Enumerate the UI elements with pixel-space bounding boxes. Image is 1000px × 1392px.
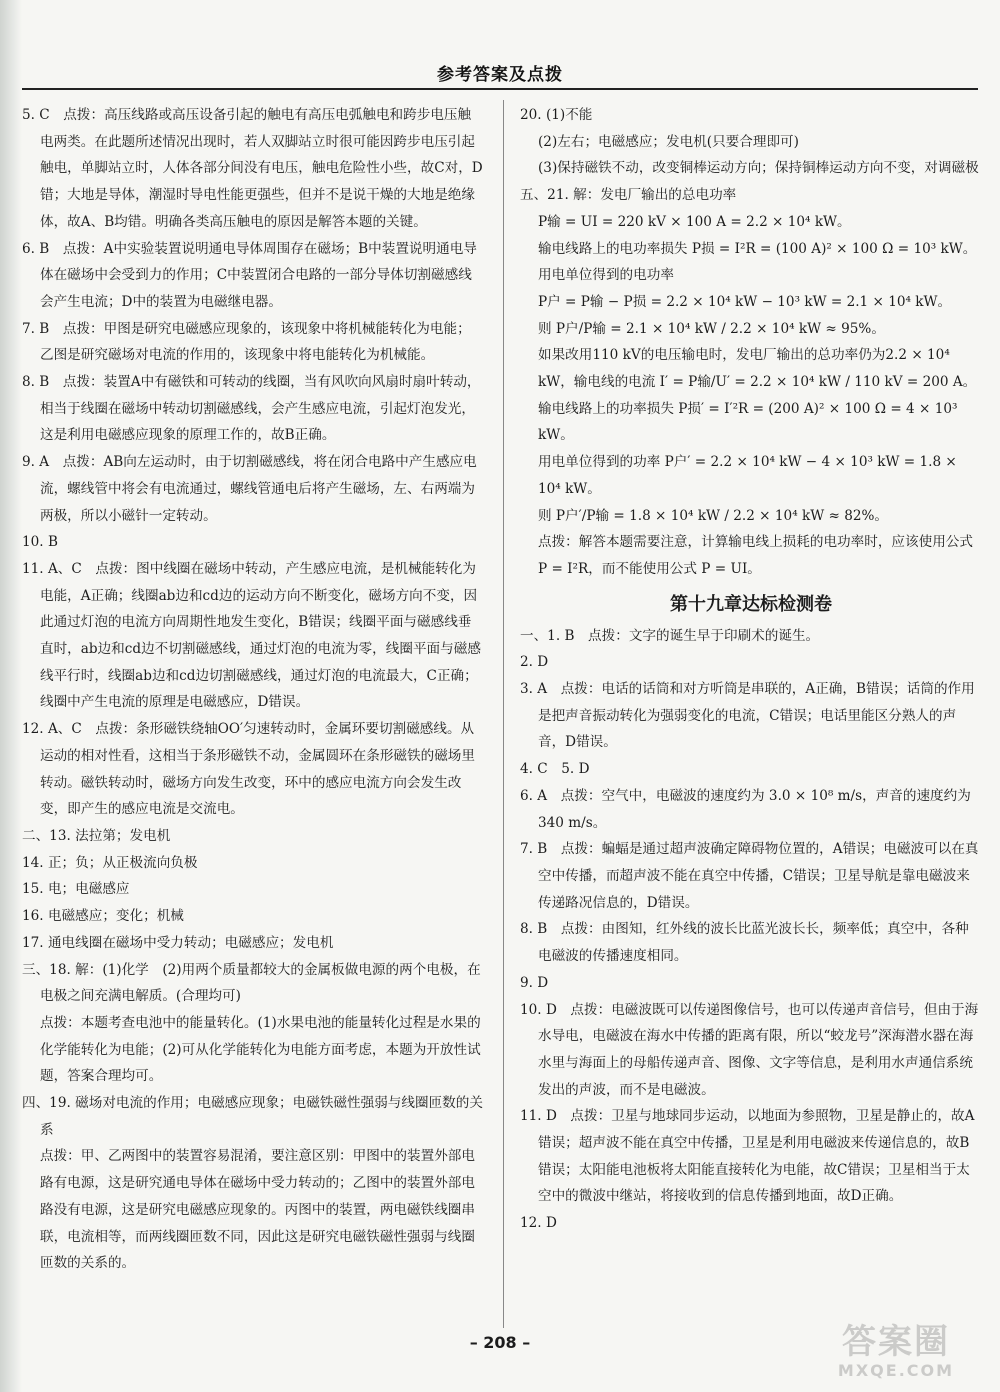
answer-hint: 点拨：甲、乙两图中的装置容易混淆，要注意区别：甲图中的装置外部电路有电源，这是研究通电导体在磁场中受力转动的；乙图中的装置外部电路没有电源，这是研究电磁感应现象的。丙图中的装置，两电磁铁线圈串联，电流相等，而两线圈匝数不同，因此这是研究电磁铁磁性强弱与线圈匝数的关系的。 [40,1148,475,1272]
watermark-url: MXQE.COM [837,1361,955,1380]
answer-item: 7. B 点拨：蝙蝠是通过超声波确定障碍物位置的，A错误；电磁波可以在真空中传播，而超声波不能在真空中传播，C错误；卫星导航是靠电磁波来传递路况信息的，D错误。 [520,841,979,911]
answer-item: 3. A 点拨：电话的话筒和对方听筒是串联的，A正确，B错误；话筒的作用是把声音振动转化为强弱变化的电流，C错误；电话里能区分熟人的声音，D错误。 [520,681,975,751]
answer-item: 20. (1)不能 [520,107,593,123]
watermark-logo [812,1322,980,1384]
answer-item: 7. B 点拨：甲图是研究电磁感应现象的，该现象中将机械能转化为电能；乙图是研究磁场对电流的作用的，该现象中将电能转化为机械能。 [22,320,471,364]
answer-item: 15. 电；电磁感应 [22,881,130,898]
answer-line: (2)左右；电磁感应；发电机(只要合理即可) [538,133,799,150]
answer-item: 6. A 点拨：空气中，电磁波的速度约为 3.0 × 10⁸ m/s，声音的速度约为 340 m/s。 [520,787,971,831]
answer-item: 一、1. B 点拨：文字的诞生早于印刷术的诞生。 [520,627,820,644]
formula-ratio: 则 P户′/P输 = 1.8 × 10⁴ kW / 2.2 × 10⁴ kW ≈ 82%。 [538,507,889,524]
answer-item: 4. C 5. D [520,761,590,778]
left-column [22,102,484,1277]
answer-item: 17. 通电线圈在磁场中受力转动；电磁感应；发电机 [22,934,334,951]
watermark-text: 答案圈 [842,1322,950,1362]
answer-item: 16. 电磁感应；变化；机械 [22,908,184,925]
answer-item: 10. D 点拨：电磁波既可以传递图像信号，也可以传递声音信号，但由于海水导电，电磁波在海水中传播的距离有限，所以“蛟龙号”深海潜水器在海水里与海面上的母船传递声音、图像、文字等信息，是利用水声通信系统发出的声波，而不是电磁波。 [520,1001,979,1098]
answer-hint: 点拨：本题考查电池中的能量转化。(1)水果电池的能量转化过程是水果的化学能转化为电能；(2)可从化学能转化为电能方面考虑，本题为开放性试题，答案合理均可。 [40,1014,481,1085]
answer-item: 6. B 点拨：A中实验装置说明通电导体周围存在磁场；B中装置说明通电导体在磁场中会受到力的作用；C中装置闭合电路的一部分导体切割磁感线会产生电流；D中的装置为电磁继电器。 [22,240,477,310]
answer-item: 11. D 点拨：卫星与地球同步运动，以地面为参照物，卫星是静止的，故A错误；超声波不能在真空中传播，卫星是利用电磁波来传递信息的，故B错误；太阳能电池板将太阳能直接转化为电能，故C错误；卫星相当于太空中的微波中继站，将接收到的信息传播到地面，故D正确。 [520,1108,975,1205]
answer-item: 12. D [520,1215,557,1232]
right-column [520,102,982,1237]
column-divider [503,100,504,1328]
answer-item: 三、18. 解：(1)化学 (2)用两个质量都较大的金属板做电源的两个电极，在电极之间充满电解质。(合理均可) [22,961,481,1005]
answer-line: 用电单位得到的电功率 [538,267,674,284]
answer-item: 11. A、C 点拨：图中线圈在磁场中转动，产生感应电流，是机械能转化为电能，A正确；线圈ab边和cd边的运动方向不断变化，磁场方向不变，因此通过灯泡的电流方向周期性地发生变化，B错误；线圈平面与磁感线垂直时，ab边和cd边不切割磁感线，通过灯泡的电流为零，线圈平面与磁感线平行时，线圈ab边和cd边切割磁感线，通过灯泡的电流最大，C正确；线圈中产生电流的原理是电磁感应，D错误。 [22,560,481,711]
formula-line: P户 = P输 − P损 = 2.2 × 10⁴ kW − 10³ kW = 2.1 × 10⁴ kW。 [538,293,952,310]
formula-line: P输 = UI = 220 kV × 100 A = 2.2 × 10⁴ kW。 [538,213,851,230]
answer-item: 五、21. 解：发电厂输出的总电功率 [520,187,737,204]
answer-item: 9. A 点拨：AB向左运动时，由于切割磁感线，将在闭合电路中产生感应电流，螺线管中将会有电流通过，螺线管通电后将产生磁场，左、右两端为两极，所以小磁针一定转动。 [22,454,477,524]
page-header-title: 参考答案及点拨 [437,65,563,85]
formula-line: 用电单位得到的功率 P户′ = 2.2 × 10⁴ kW − 4 × 10³ kW = 1.8 × 10⁴ kW。 [538,454,957,497]
answer-item: 二、13. 法拉第；发电机 [22,827,171,844]
answer-item: 10. B [22,534,58,551]
answer-item: 8. B 点拨：由图知，红外线的波长比蓝光波长长，频率低；真空中，各种电磁波的传播速度相同。 [520,921,969,965]
section-title: 第十九章达标检测卷 [670,593,832,615]
answer-item: 四、19. 磁场对电流的作用；电磁感应现象；电磁铁磁性强弱与线圈匝数的关系 [22,1095,483,1138]
answer-item: 14. 正；负；从正极流向负极 [22,854,198,871]
answer-item: 8. B 点拨：装置A中有磁铁和可转动的线圈，当有风吹向风扇时扇叶转动，相当于线圈在磁场中转动切割磁感线，会产生感应电流，引起灯泡发光，这是利用电磁感应现象的原理工作的，故B正确。 [22,374,481,444]
answer-item: 2. D [520,654,549,671]
formula-line: 如果改用110 kV的电压输电时，发电厂输出的总功率仍为2.2 × 10⁴ kW，输电线的电流 I′ = P输/U′ = 2.2 × 10⁴ kW / 110 kV = 200 A。 [538,347,977,391]
formula-line: 输电线路上的功率损失 P损′ = I′²R = (200 A)² × 100 Ω = 4 × 10³ kW。 [538,400,958,444]
header-rule [22,88,978,90]
page-number: – 208 – [469,1333,531,1352]
answer-item: 9. D [520,974,549,991]
scan-edge-shadow [0,0,22,1392]
answer-item: 5. C 点拨：高压线路或高压设备引起的触电有高压电弧触电和跨步电压触电两类。在此题所述情况出现时，若人双脚站立时很可能因跨步电压引起触电，单脚站立时，人体各部分间没有电压，触电危险性小些，故C对，D错；大地是导体，潮湿时导电性能更强些，但并不是说干燥的大地是绝缘体，故A、B均错。明确各类高压触电的原因是解答本题的关键。 [22,107,483,230]
answer-line: (3)保持磁铁不动，改变铜棒运动方向；保持铜棒运动方向不变，对调磁极 [538,160,979,177]
answer-hint: 点拨：解答本题需要注意，计算输电线上损耗的电功率时，应该使用公式 P = I²R，而不能使用公式 P = UI。 [538,534,973,577]
formula-ratio: 则 P户/P输 = 2.1 × 10⁴ kW / 2.2 × 10⁴ kW ≈ 95%。 [538,320,885,337]
formula-line: 输电线路上的电功率损失 P损 = I²R = (100 A)² × 100 Ω = 10³ kW。 [538,240,977,257]
answer-item: 12. A、C 点拨：条形磁铁绕轴OO′匀速转动时，金属环要切割磁感线。从运动的相对性看，这相当于条形磁铁不动，金属圆环在条形磁铁的磁场里转动。磁铁转动时，磁场方向发生改变，环中的感应电流方向会发生改变，即产生的感应电流是交流电。 [22,721,475,818]
